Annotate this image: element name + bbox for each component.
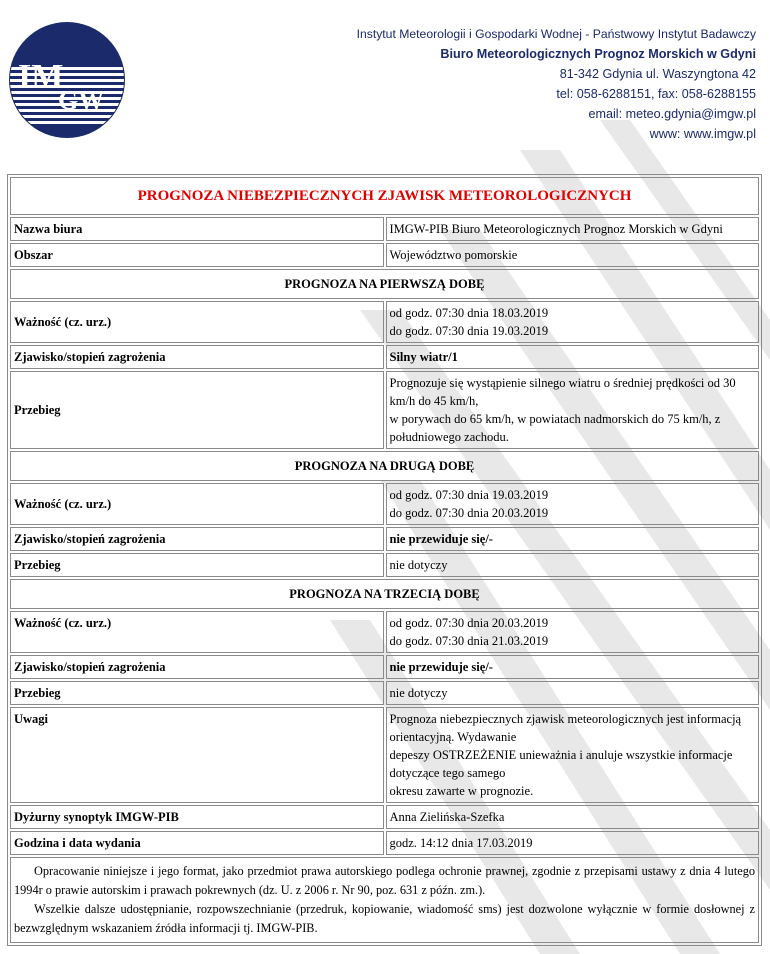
document-title: PROGNOZA NIEBEZPIECZNYCH ZJAWISK METEOROLOGICZNYCH <box>10 177 759 215</box>
table-row <box>10 371 759 449</box>
table-row <box>10 681 759 705</box>
remarks-label: Uwagi <box>10 707 384 803</box>
day1-phenomenon: Silny wiatr/1 <box>386 345 760 369</box>
table-row <box>10 483 759 525</box>
address: 81-342 Gdynia ul. Waszyngtona 42 <box>559 67 756 81</box>
synoptic-label: Dyżurny synoptyk IMGW-PIB <box>10 805 384 829</box>
remarks-line3: okresu zawarte w prognozie. <box>389 784 534 798</box>
synoptic-value: Anna Zielińska-Szefka <box>386 805 760 829</box>
day1-course-label: Przebieg <box>10 371 384 449</box>
day2-phenomenon: nie przewiduje się/- <box>386 527 760 551</box>
forecast-document <box>7 174 762 946</box>
letterhead <box>0 0 770 160</box>
day2-phenomenon-label: Zjawisko/stopień zagrożenia <box>10 527 384 551</box>
day2-heading: PROGNOZA NA DRUGĄ DOBĘ <box>10 451 759 481</box>
day3-validity-from: od godz. 07:30 dnia 20.03.2019 <box>389 616 549 630</box>
day2-validity <box>386 483 760 525</box>
table-row <box>10 831 759 855</box>
day2-validity-to: do godz. 07:30 dnia 20.03.2019 <box>389 506 549 520</box>
table-row <box>10 243 759 267</box>
table-row <box>10 707 759 803</box>
forecast-table <box>7 174 762 946</box>
day2-course-label: Przebieg <box>10 553 384 577</box>
website[interactable]: www: www.imgw.pl <box>649 127 756 141</box>
logo-text-bottom: GW <box>58 86 105 115</box>
day3-course: nie dotyczy <box>386 681 760 705</box>
day1-phenomenon-label: Zjawisko/stopień zagrożenia <box>10 345 384 369</box>
table-row <box>10 553 759 577</box>
table-row <box>10 345 759 369</box>
area-label: Obszar <box>10 243 384 267</box>
day3-phenomenon: nie przewiduje się/- <box>386 655 760 679</box>
table-row <box>10 655 759 679</box>
day3-validity <box>386 611 760 653</box>
day3-phenomenon-label: Zjawisko/stopień zagrożenia <box>10 655 384 679</box>
bureau-name: Biuro Meteorologicznych Prognoz Morskich w Gdyni <box>440 47 756 61</box>
day1-heading: PROGNOZA NA PIERWSZĄ DOBĘ <box>10 269 759 299</box>
remarks-line2: depeszy OSTRZEŻENIE unieważnia i anuluje wszystkie informacje dotyczące tego samego <box>389 748 733 780</box>
office-value: IMGW-PIB Biuro Meteorologicznych Prognoz Morskich w Gdyni <box>386 217 760 241</box>
table-row <box>10 805 759 829</box>
day1-validity <box>386 301 760 343</box>
day2-validity-label: Ważność (cz. urz.) <box>10 483 384 525</box>
copyright-notice <box>10 857 759 943</box>
day2-validity-from: od godz. 07:30 dnia 19.03.2019 <box>389 488 549 502</box>
day1-validity-label: Ważność (cz. urz.) <box>10 301 384 343</box>
day1-validity-from: od godz. 07:30 dnia 18.03.2019 <box>389 306 549 320</box>
day1-course-line1: Prognozuje się wystąpienie silnego wiatru o średniej prędkości od 30 km/h do 45 km/h, <box>389 376 736 408</box>
remarks <box>386 707 760 803</box>
table-row <box>10 301 759 343</box>
day1-course <box>386 371 760 449</box>
distribution-paragraph: Wszelkie dalsze udostępnianie, rozpowszechnianie (przedruk, kopiowanie, wiadomość sms) jest dozwolone wyłącznie w formie dosłownej z bezwzględnym wskazaniem źródła informacji tj. IMGW-PIB. <box>14 902 755 935</box>
day3-heading: PROGNOZA NA TRZECIĄ DOBĘ <box>10 579 759 609</box>
day1-validity-to: do godz. 07:30 dnia 19.03.2019 <box>389 324 549 338</box>
table-row <box>10 611 759 653</box>
area-value: Województwo pomorskie <box>386 243 760 267</box>
table-row <box>10 217 759 241</box>
day2-course: nie dotyczy <box>386 553 760 577</box>
day3-validity-label: Ważność (cz. urz.) <box>10 611 384 653</box>
remarks-line1: Prognoza niebezpiecznych zjawisk meteorologicznych jest informacją orientacyjną. Wydawanie <box>389 712 742 744</box>
issued-value: godz. 14:12 dnia 17.03.2019 <box>386 831 760 855</box>
institute-name: Instytut Meteorologii i Gospodarki Wodnej - Państwowy Instytut Badawczy <box>356 27 756 41</box>
institute-contact <box>357 24 756 144</box>
table-row <box>10 527 759 551</box>
office-label: Nazwa biura <box>10 217 384 241</box>
imgw-logo <box>8 21 126 139</box>
day3-course-label: Przebieg <box>10 681 384 705</box>
copyright-paragraph: Opracowanie niniejsze i jego format, jako przedmiot prawa autorskiego podlega ochronie prawnej, zgodnie z przepisami ustawy z dnia 4 lutego 1994r o prawie autorskim i prawach pokrewnych (dz. U. z 2006 r. Nr 90, poz. 631 z późn. zm.). <box>14 864 755 897</box>
day3-validity-to: do godz. 07:30 dnia 21.03.2019 <box>389 634 549 648</box>
issued-label: Godzina i data wydania <box>10 831 384 855</box>
email[interactable]: email: meteo.gdynia@imgw.pl <box>588 107 756 121</box>
day1-course-line2: w porywach do 65 km/h, w powiatach nadmorskich do 75 km/h, z południowego zachodu. <box>389 412 721 444</box>
phone-fax: tel: 058-6288151, fax: 058-6288155 <box>556 87 756 101</box>
logo-text-top: IM <box>18 58 64 95</box>
